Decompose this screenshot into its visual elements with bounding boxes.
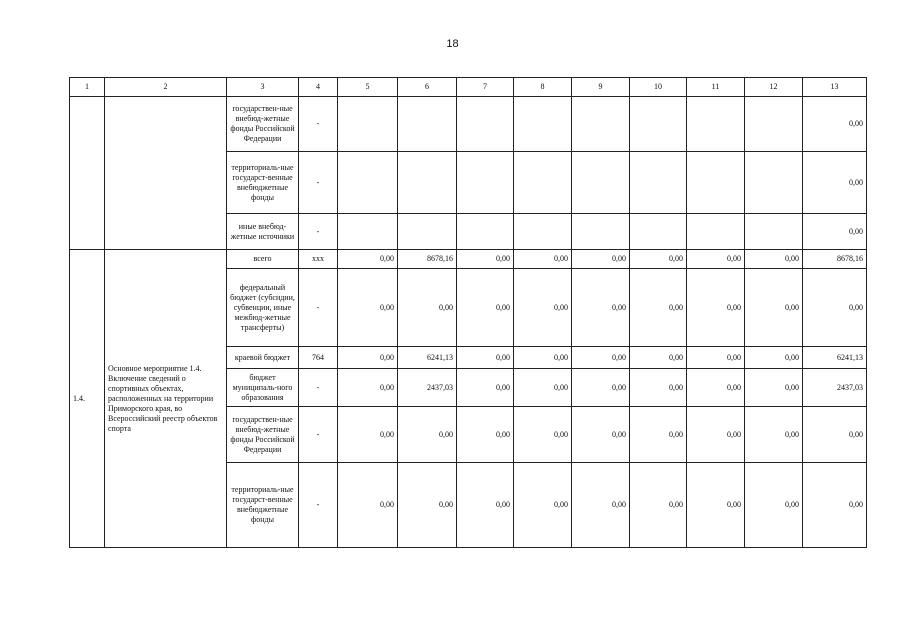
- amount-cell: 0,00: [338, 407, 398, 463]
- amount-cell: 0,00: [572, 463, 630, 548]
- amount-cell: 2437,03: [398, 369, 457, 407]
- amount-cell: 8678,16: [398, 250, 457, 269]
- amount-cell: 0,00: [457, 347, 514, 369]
- amount-cell: 0,00: [398, 407, 457, 463]
- amount-cell: 0,00: [514, 269, 572, 347]
- amount-cell: 6241,13: [398, 347, 457, 369]
- amount-cell: 0,00: [514, 407, 572, 463]
- amount-cell: 0,00: [572, 269, 630, 347]
- amount-cell: [338, 214, 398, 250]
- budget-code: -: [299, 369, 338, 407]
- amount-cell: 0,00: [745, 463, 803, 548]
- amount-cell: 0,00: [457, 369, 514, 407]
- amount-cell: [745, 97, 803, 152]
- amount-cell: 0,00: [514, 463, 572, 548]
- budget-code: -: [299, 269, 338, 347]
- budget-code: -: [299, 214, 338, 250]
- funding-source: территориаль-ные государст-венные внебюджетные фонды: [227, 152, 299, 214]
- amount-cell: [457, 214, 514, 250]
- page-number: 18: [446, 38, 459, 50]
- amount-cell: [630, 214, 687, 250]
- amount-cell: 8678,16: [803, 250, 867, 269]
- amount-cell: 0,00: [630, 407, 687, 463]
- amount-cell: 0,00: [338, 250, 398, 269]
- column-number: 1: [70, 78, 105, 97]
- amount-cell: 0,00: [745, 250, 803, 269]
- amount-cell: 0,00: [803, 97, 867, 152]
- amount-cell: [630, 152, 687, 214]
- amount-cell: 0,00: [687, 250, 745, 269]
- amount-cell: [745, 214, 803, 250]
- amount-cell: 0,00: [572, 250, 630, 269]
- amount-cell: [338, 97, 398, 152]
- amount-cell: 0,00: [630, 347, 687, 369]
- amount-cell: 0,00: [630, 269, 687, 347]
- funding-source: бюджет муниципаль-ного образования: [227, 369, 299, 407]
- amount-cell: [572, 152, 630, 214]
- amount-cell: 0,00: [398, 269, 457, 347]
- funding-source: всего: [227, 250, 299, 269]
- amount-cell: 0,00: [572, 347, 630, 369]
- amount-cell: 0,00: [338, 463, 398, 548]
- amount-cell: [630, 97, 687, 152]
- budget-code: -: [299, 97, 338, 152]
- amount-cell: 0,00: [457, 269, 514, 347]
- amount-cell: 0,00: [514, 250, 572, 269]
- amount-cell: [514, 214, 572, 250]
- amount-cell: [398, 214, 457, 250]
- amount-cell: [398, 152, 457, 214]
- amount-cell: 0,00: [398, 463, 457, 548]
- description-cell: [105, 97, 227, 250]
- budget-code: -: [299, 407, 338, 463]
- funding-source: государствен-ные внебюд-жетные фонды Российской Федерации: [227, 407, 299, 463]
- column-number: 11: [687, 78, 745, 97]
- amount-cell: 0,00: [630, 250, 687, 269]
- funding-source: краевой бюджет: [227, 347, 299, 369]
- amount-cell: 0,00: [687, 463, 745, 548]
- column-number: 13: [803, 78, 867, 97]
- amount-cell: [457, 97, 514, 152]
- amount-cell: 0,00: [514, 369, 572, 407]
- measure-index: 1.4.: [70, 250, 105, 548]
- amount-cell: [398, 97, 457, 152]
- amount-cell: 0,00: [630, 369, 687, 407]
- amount-cell: 6241,13: [803, 347, 867, 369]
- amount-cell: 0,00: [687, 347, 745, 369]
- amount-cell: [572, 214, 630, 250]
- amount-cell: 0,00: [745, 269, 803, 347]
- budget-code: xxx: [299, 250, 338, 269]
- funding-source: территориаль-ные государст-венные внебюджетные фонды: [227, 463, 299, 548]
- amount-cell: [745, 152, 803, 214]
- column-number: 10: [630, 78, 687, 97]
- budget-table: [69, 77, 867, 548]
- column-number: 3: [227, 78, 299, 97]
- amount-cell: 0,00: [745, 369, 803, 407]
- table-row: [70, 250, 867, 269]
- amount-cell: 0,00: [803, 407, 867, 463]
- amount-cell: 0,00: [338, 347, 398, 369]
- amount-cell: 0,00: [457, 250, 514, 269]
- column-number: 12: [745, 78, 803, 97]
- funding-source: государствен-ные внебюд-жетные фонды Российской Федерации: [227, 97, 299, 152]
- amount-cell: [338, 152, 398, 214]
- budget-code: -: [299, 463, 338, 548]
- amount-cell: 0,00: [572, 369, 630, 407]
- funding-source: федеральный бюджет (субсидии, субвенции, иные межбюд-жетные трансферты): [227, 269, 299, 347]
- amount-cell: 0,00: [630, 463, 687, 548]
- budget-code: -: [299, 152, 338, 214]
- amount-cell: [687, 152, 745, 214]
- table-body: [70, 78, 867, 548]
- amount-cell: 0,00: [514, 347, 572, 369]
- amount-cell: [687, 97, 745, 152]
- amount-cell: 0,00: [687, 269, 745, 347]
- measure-description: Основное мероприятие 1.4. Включение сведений о спортивных объектах, расположенных на территории Приморского края, во Всероссийский реестр объектов спорта: [105, 250, 227, 548]
- column-number: 2: [105, 78, 227, 97]
- amount-cell: [457, 152, 514, 214]
- amount-cell: 0,00: [803, 214, 867, 250]
- amount-cell: 0,00: [745, 407, 803, 463]
- amount-cell: 0,00: [803, 463, 867, 548]
- index-cell: [70, 97, 105, 250]
- amount-cell: [514, 97, 572, 152]
- column-number: 9: [572, 78, 630, 97]
- amount-cell: 2437,03: [803, 369, 867, 407]
- amount-cell: [572, 97, 630, 152]
- amount-cell: 0,00: [338, 369, 398, 407]
- column-number: 8: [514, 78, 572, 97]
- column-number: 5: [338, 78, 398, 97]
- amount-cell: [514, 152, 572, 214]
- budget-code: 764: [299, 347, 338, 369]
- column-number: 4: [299, 78, 338, 97]
- funding-source: иные внебюд-жетные источники: [227, 214, 299, 250]
- amount-cell: 0,00: [803, 269, 867, 347]
- table-row: [70, 97, 867, 152]
- column-number: 7: [457, 78, 514, 97]
- amount-cell: 0,00: [745, 347, 803, 369]
- amount-cell: 0,00: [457, 407, 514, 463]
- amount-cell: 0,00: [687, 407, 745, 463]
- column-number-row: [70, 78, 867, 97]
- column-number: 6: [398, 78, 457, 97]
- amount-cell: 0,00: [338, 269, 398, 347]
- amount-cell: 0,00: [687, 369, 745, 407]
- amount-cell: [687, 214, 745, 250]
- amount-cell: 0,00: [457, 463, 514, 548]
- amount-cell: 0,00: [572, 407, 630, 463]
- amount-cell: 0,00: [803, 152, 867, 214]
